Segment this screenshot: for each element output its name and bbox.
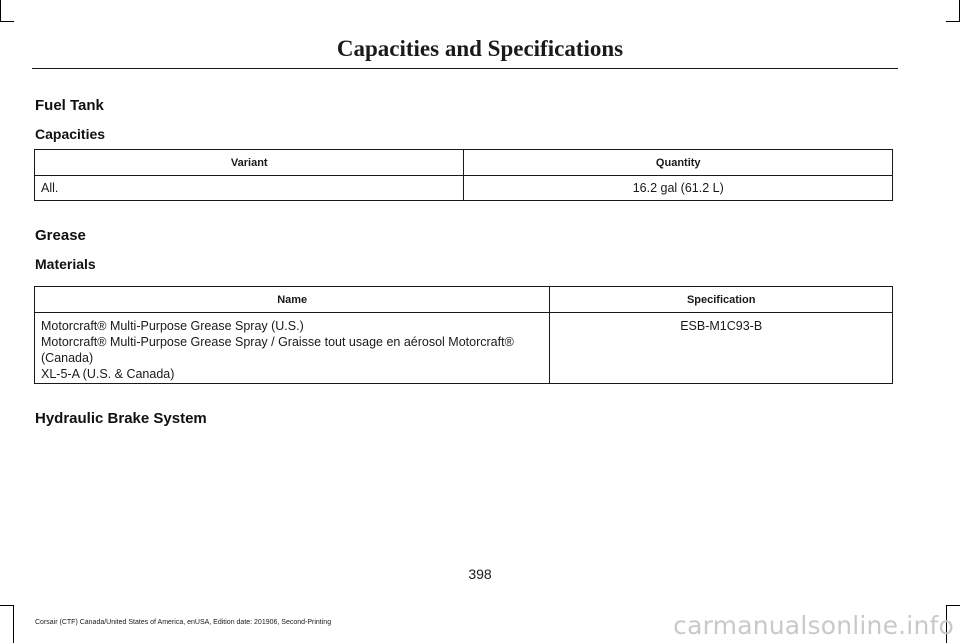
subheading-materials: Materials (35, 256, 96, 272)
column-header-variant: Variant (35, 150, 464, 176)
specification-cell: ESB-M1C93-B (550, 313, 893, 384)
section-heading-fuel-tank: Fuel Tank (35, 97, 104, 114)
table-header-row (35, 287, 893, 313)
crop-mark (0, 0, 1, 22)
variant-cell: All. (35, 176, 464, 201)
page-number: 398 (468, 566, 492, 582)
crop-mark (946, 21, 960, 22)
grease-name-line: (Canada) (41, 351, 94, 365)
subheading-capacities: Capacities (35, 126, 106, 142)
column-header-specification: Specification (550, 287, 893, 313)
page-title: Capacities and Specifications (336, 36, 624, 61)
column-header-quantity: Quantity (464, 150, 893, 176)
grease-name-line: XL-5-A (U.S. & Canada) (41, 367, 175, 381)
grease-name-line: Motorcraft® Multi-Purpose Grease Spray / Graisse tout usage en aérosol Motorcraft® (41, 335, 514, 349)
crop-mark (0, 605, 14, 606)
section-heading-grease: Grease (35, 227, 86, 244)
table-row (35, 176, 893, 201)
crop-mark (13, 605, 14, 643)
crop-mark (946, 605, 960, 606)
column-header-name: Name (35, 287, 550, 313)
table-header-row (35, 150, 893, 176)
section-heading-hydraulic-brake: Hydraulic Brake System (35, 410, 207, 427)
grease-name-cell (35, 313, 550, 384)
watermark: carmanualsonline.info (673, 611, 954, 640)
title-rule (32, 68, 898, 69)
edition-footer: Corsair (CTF) Canada/United States of America, enUSA, Edition date: 201906, Second-Printing (35, 619, 332, 626)
table-row (35, 313, 893, 384)
crop-mark (0, 21, 14, 22)
grease-name-line: Motorcraft® Multi-Purpose Grease Spray (U.S.) (41, 319, 304, 333)
materials-table (34, 286, 893, 384)
capacities-table (34, 149, 893, 201)
quantity-cell: 16.2 gal (61.2 L) (464, 176, 893, 201)
